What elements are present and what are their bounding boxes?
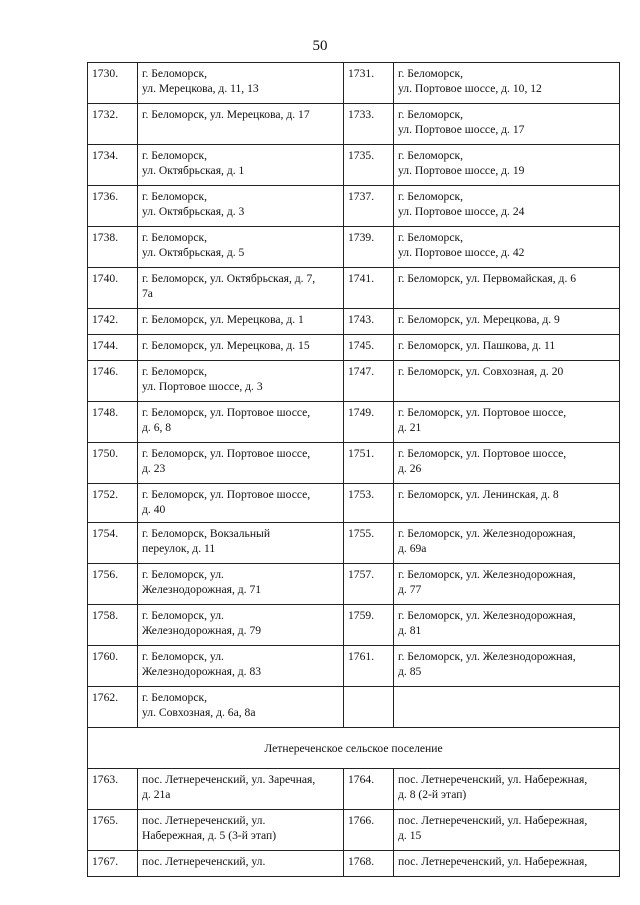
table-row xyxy=(88,186,620,227)
address-cell xyxy=(394,104,620,145)
address-line: ул. Портовое шоссе, д. 10, 12 xyxy=(398,82,542,95)
table-row xyxy=(88,227,620,268)
address-cell xyxy=(394,402,620,443)
row-number: 1750. xyxy=(88,443,138,484)
address-line: переулок, д. 11 xyxy=(142,542,216,555)
address-cell xyxy=(138,687,344,728)
address-cell xyxy=(394,63,620,104)
row-number: 1749. xyxy=(344,402,394,443)
table-row xyxy=(88,145,620,186)
address-line: г. Беломорск, ул. Пашкова, д. 11 xyxy=(398,339,556,352)
address-line: д. 15 xyxy=(398,829,422,842)
table-row xyxy=(88,564,620,605)
row-number: 1765. xyxy=(88,810,138,851)
row-number: 1734. xyxy=(88,145,138,186)
table-row xyxy=(88,769,620,810)
address-cell xyxy=(394,523,620,564)
address-cell xyxy=(138,63,344,104)
address-table xyxy=(87,62,620,877)
row-number: 1743. xyxy=(344,309,394,335)
address-line: Железнодорожная, д. 83 xyxy=(142,665,262,678)
address-cell xyxy=(138,523,344,564)
address-line: г. Беломорск, ул. Железнодорожная, xyxy=(398,527,576,540)
address-line: г. Беломорск, xyxy=(142,149,208,162)
address-cell xyxy=(138,227,344,268)
address-line: пос. Летнереченский, ул. Заречная, xyxy=(142,773,316,786)
row-number: 1757. xyxy=(344,564,394,605)
table-row xyxy=(88,309,620,335)
address-cell xyxy=(394,484,620,523)
address-line: г. Беломорск, ул. Железнодорожная, xyxy=(398,609,576,622)
address-line: д. 81 xyxy=(398,624,422,637)
row-number: 1762. xyxy=(88,687,138,728)
address-cell xyxy=(138,145,344,186)
address-line: Набережная, д. 5 (3-й этап) xyxy=(142,829,277,842)
address-cell xyxy=(138,268,344,309)
address-cell xyxy=(138,851,344,877)
address-cell xyxy=(138,564,344,605)
address-line: пос. Летнереченский, ул. Набережная, xyxy=(398,773,588,786)
address-line: г. Беломорск, ул. Мерецкова, д. 17 xyxy=(142,108,310,121)
address-line: ул. Портовое шоссе, д. 17 xyxy=(398,123,525,136)
address-line: Железнодорожная, д. 71 xyxy=(142,583,262,596)
address-cell xyxy=(138,646,344,687)
row-number: 1759. xyxy=(344,605,394,646)
address-line: г. Беломорск, ул. Октябрьская, д. 7, xyxy=(142,272,316,285)
page-number: 50 xyxy=(312,38,328,54)
address-line: ул. Совхозная, д. 6а, 8а xyxy=(142,706,256,719)
address-cell xyxy=(394,646,620,687)
table-row xyxy=(88,335,620,361)
table-row xyxy=(88,605,620,646)
address-line: 7а xyxy=(142,287,153,300)
address-line: Железнодорожная, д. 79 xyxy=(142,624,262,637)
address-line: пос. Летнереченский, ул. xyxy=(142,855,266,868)
table-row xyxy=(88,104,620,145)
address-cell xyxy=(394,564,620,605)
row-number: 1768. xyxy=(344,851,394,877)
row-number: 1745. xyxy=(344,335,394,361)
address-line: г. Беломорск, ул. xyxy=(142,609,224,622)
address-line: ул. Октябрьская, д. 5 xyxy=(142,246,245,259)
address-cell xyxy=(394,186,620,227)
table-row xyxy=(88,268,620,309)
address-line: г. Беломорск, xyxy=(398,231,464,244)
address-line: д. 21а xyxy=(142,788,171,801)
address-line: д. 26 xyxy=(398,462,422,475)
table-row xyxy=(88,810,620,851)
row-number: 1754. xyxy=(88,523,138,564)
address-line: д. 69а xyxy=(398,542,427,555)
address-line: г. Беломорск, ул. Портовое шоссе, xyxy=(398,447,567,460)
address-cell xyxy=(138,769,344,810)
address-line: г. Беломорск, ул. Мерецкова, д. 1 xyxy=(142,313,304,326)
address-cell xyxy=(394,769,620,810)
row-number: 1742. xyxy=(88,309,138,335)
address-line: г. Беломорск, ул. Железнодорожная, xyxy=(398,568,576,581)
row-number: 1748. xyxy=(88,402,138,443)
address-cell xyxy=(138,309,344,335)
address-cell xyxy=(394,335,620,361)
address-line: д. 6, 8 xyxy=(142,421,172,434)
row-number: 1740. xyxy=(88,268,138,309)
row-number: 1766. xyxy=(344,810,394,851)
address-cell xyxy=(394,361,620,402)
row-number: 1761. xyxy=(344,646,394,687)
address-line: г. Беломорск, ул. Портовое шоссе, xyxy=(142,406,311,419)
table-row xyxy=(88,687,620,728)
address-line: пос. Летнереченский, ул. xyxy=(142,814,266,827)
address-line: д. 85 xyxy=(398,665,422,678)
address-line: пос. Летнереченский, ул. Набережная, xyxy=(398,814,588,827)
table-row xyxy=(88,851,620,877)
address-cell xyxy=(138,484,344,523)
section-row xyxy=(88,728,620,769)
address-line: ул. Портовое шоссе, д. 19 xyxy=(398,164,525,177)
row-number: 1741. xyxy=(344,268,394,309)
row-number xyxy=(344,687,394,728)
table-row xyxy=(88,484,620,523)
address-cell xyxy=(138,605,344,646)
address-cell xyxy=(138,361,344,402)
address-line: г. Беломорск, ул. Первомайская, д. 6 xyxy=(398,272,577,285)
section-heading: Летнереченское сельское поселение xyxy=(88,728,620,769)
address-line: д. 23 xyxy=(142,462,166,475)
address-line: г. Беломорск, xyxy=(142,67,208,80)
row-number: 1739. xyxy=(344,227,394,268)
row-number: 1731. xyxy=(344,63,394,104)
address-line: г. Беломорск, xyxy=(142,190,208,203)
address-line: г. Беломорск, xyxy=(142,231,208,244)
address-line: г. Беломорск, ул. Совхозная, д. 20 xyxy=(398,365,564,378)
address-line: г. Беломорск, ул. xyxy=(142,650,224,663)
address-line: д. 21 xyxy=(398,421,422,434)
address-line: г. Беломорск, ул. xyxy=(142,568,224,581)
address-line: ул. Портовое шоссе, д. 42 xyxy=(398,246,525,259)
row-number: 1763. xyxy=(88,769,138,810)
row-number: 1751. xyxy=(344,443,394,484)
row-number: 1755. xyxy=(344,523,394,564)
table-body xyxy=(88,63,620,877)
row-number: 1764. xyxy=(344,769,394,810)
address-cell xyxy=(138,186,344,227)
address-cell xyxy=(394,268,620,309)
address-cell xyxy=(138,104,344,145)
row-number: 1758. xyxy=(88,605,138,646)
address-cell xyxy=(138,335,344,361)
row-number: 1733. xyxy=(344,104,394,145)
row-number: 1738. xyxy=(88,227,138,268)
address-cell xyxy=(138,443,344,484)
row-number: 1732. xyxy=(88,104,138,145)
address-line: г. Беломорск, xyxy=(142,365,208,378)
address-cell xyxy=(394,687,620,728)
address-line: ул. Октябрьская, д. 3 xyxy=(142,205,245,218)
address-line: г. Беломорск, ул. Мерецкова, д. 15 xyxy=(142,339,310,352)
row-number: 1736. xyxy=(88,186,138,227)
address-cell xyxy=(394,145,620,186)
address-line: пос. Летнереченский, ул. Набережная, xyxy=(398,855,588,868)
row-number: 1767. xyxy=(88,851,138,877)
address-line: г. Беломорск, xyxy=(398,67,464,80)
row-number: 1752. xyxy=(88,484,138,523)
address-cell xyxy=(138,810,344,851)
address-line: г. Беломорск, xyxy=(398,108,464,121)
address-line: г. Беломорск, ул. Мерецкова, д. 9 xyxy=(398,313,560,326)
row-number: 1737. xyxy=(344,186,394,227)
address-line: г. Беломорск, ул. Ленинская, д. 8 xyxy=(398,488,559,501)
address-line: д. 40 xyxy=(142,503,166,516)
table-row xyxy=(88,443,620,484)
row-number: 1746. xyxy=(88,361,138,402)
address-cell xyxy=(138,402,344,443)
address-cell xyxy=(394,227,620,268)
address-line: г. Беломорск, Вокзальный xyxy=(142,527,271,540)
address-line: д. 77 xyxy=(398,583,422,596)
table-row xyxy=(88,361,620,402)
row-number: 1730. xyxy=(88,63,138,104)
address-line: г. Беломорск, ул. Железнодорожная, xyxy=(398,650,576,663)
row-number: 1760. xyxy=(88,646,138,687)
address-line: г. Беломорск, ул. Портовое шоссе, xyxy=(142,488,311,501)
row-number: 1735. xyxy=(344,145,394,186)
address-cell xyxy=(394,443,620,484)
row-number: 1747. xyxy=(344,361,394,402)
address-cell xyxy=(394,810,620,851)
address-line: г. Беломорск, ул. Портовое шоссе, xyxy=(142,447,311,460)
address-line: д. 8 (2-й этап) xyxy=(398,788,467,801)
row-number: 1753. xyxy=(344,484,394,523)
address-line: ул. Портовое шоссе, д. 24 xyxy=(398,205,525,218)
address-line: г. Беломорск, xyxy=(398,149,464,162)
address-line: г. Беломорск, xyxy=(142,691,208,704)
table-row xyxy=(88,63,620,104)
row-number: 1756. xyxy=(88,564,138,605)
table-row xyxy=(88,402,620,443)
address-cell xyxy=(394,309,620,335)
address-line: г. Беломорск, xyxy=(398,190,464,203)
address-line: г. Беломорск, ул. Портовое шоссе, xyxy=(398,406,567,419)
address-cell xyxy=(394,605,620,646)
address-line: ул. Портовое шоссе, д. 3 xyxy=(142,380,263,393)
table-row xyxy=(88,646,620,687)
address-line: ул. Мерецкова, д. 11, 13 xyxy=(142,82,259,95)
table-row xyxy=(88,523,620,564)
address-cell xyxy=(394,851,620,877)
address-line: ул. Октябрьская, д. 1 xyxy=(142,164,245,177)
row-number: 1744. xyxy=(88,335,138,361)
